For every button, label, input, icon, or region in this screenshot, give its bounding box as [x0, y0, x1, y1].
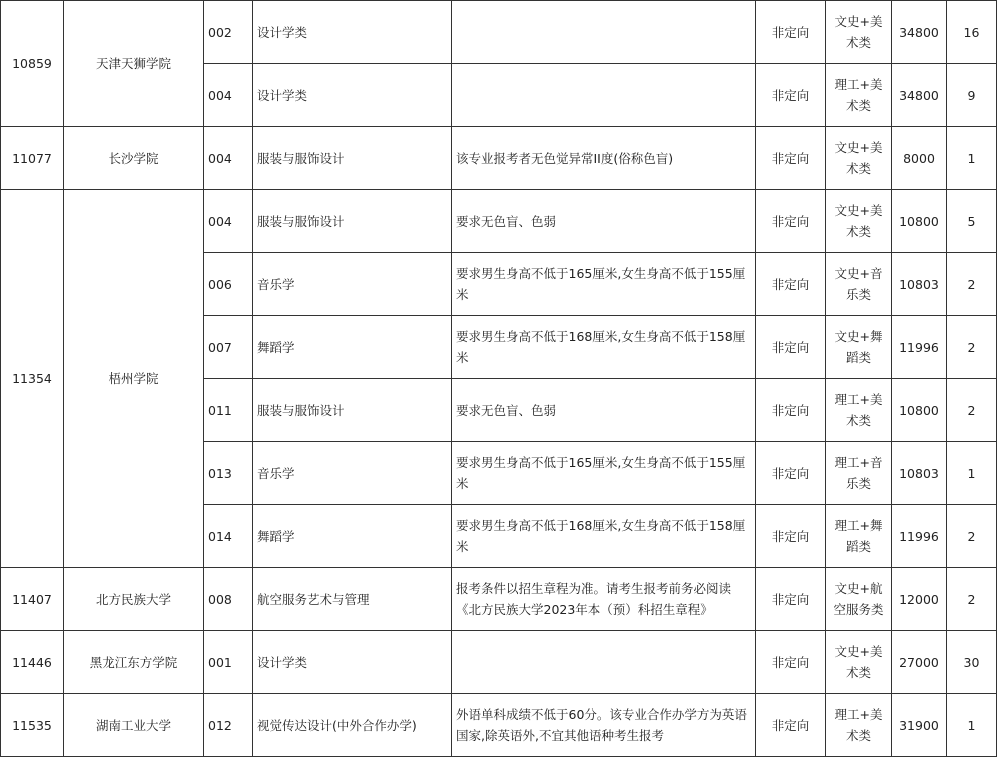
- plan-type-cell: 非定向: [756, 505, 826, 568]
- tuition-fee-cell: 11996: [892, 505, 947, 568]
- note-cell: 要求男生身高不低于168厘米,女生身高不低于158厘米: [452, 316, 756, 379]
- subject-category-cell: 文史+美术类: [826, 1, 892, 64]
- plan-type-cell: 非定向: [756, 316, 826, 379]
- tuition-fee-cell: 10800: [892, 379, 947, 442]
- tuition-fee-cell: 10800: [892, 190, 947, 253]
- enrollment-count-cell: 5: [947, 190, 997, 253]
- major-code-cell: 006: [204, 253, 253, 316]
- enrollment-count-cell: 1: [947, 127, 997, 190]
- table-row: [1, 190, 997, 253]
- enrollment-count-cell: 2: [947, 316, 997, 379]
- tuition-fee-cell: 31900: [892, 694, 947, 757]
- subject-category-cell: 文史+航空服务类: [826, 568, 892, 631]
- enrollment-count-cell: 9: [947, 64, 997, 127]
- subject-category-cell: 文史+音乐类: [826, 253, 892, 316]
- subject-category-cell: 理工+美术类: [826, 694, 892, 757]
- plan-type-cell: 非定向: [756, 694, 826, 757]
- tuition-fee-cell: 12000: [892, 568, 947, 631]
- school-name-cell: 湖南工业大学: [64, 694, 204, 757]
- plan-type-cell: 非定向: [756, 568, 826, 631]
- enrollment-count-cell: 2: [947, 379, 997, 442]
- tuition-fee-cell: 27000: [892, 631, 947, 694]
- major-code-cell: 007: [204, 316, 253, 379]
- school-code-cell: 11535: [1, 694, 64, 757]
- plan-type-cell: 非定向: [756, 379, 826, 442]
- subject-category-cell: 理工+舞蹈类: [826, 505, 892, 568]
- table-row: [1, 694, 997, 757]
- school-name-cell: 梧州学院: [64, 190, 204, 568]
- school-code-cell: 11354: [1, 190, 64, 568]
- major-name-cell: 舞蹈学: [253, 316, 452, 379]
- school-code-cell: 11446: [1, 631, 64, 694]
- enrollment-count-cell: 1: [947, 694, 997, 757]
- note-cell: [452, 1, 756, 64]
- table-row: [1, 631, 997, 694]
- enrollment-count-cell: 2: [947, 253, 997, 316]
- enrollment-count-cell: 16: [947, 1, 997, 64]
- note-cell: 报考条件以招生章程为准。请考生报考前务必阅读《北方民族大学2023年本（预）科招生章程》: [452, 568, 756, 631]
- major-name-cell: 设计学类: [253, 1, 452, 64]
- major-code-cell: 008: [204, 568, 253, 631]
- major-name-cell: 服装与服饰设计: [253, 190, 452, 253]
- table-body: [1, 1, 997, 757]
- plan-type-cell: 非定向: [756, 190, 826, 253]
- major-code-cell: 001: [204, 631, 253, 694]
- major-code-cell: 004: [204, 127, 253, 190]
- major-name-cell: 服装与服饰设计: [253, 379, 452, 442]
- major-name-cell: 视觉传达设计(中外合作办学): [253, 694, 452, 757]
- plan-type-cell: 非定向: [756, 64, 826, 127]
- plan-type-cell: 非定向: [756, 631, 826, 694]
- major-name-cell: 舞蹈学: [253, 505, 452, 568]
- school-code-cell: 11407: [1, 568, 64, 631]
- plan-type-cell: 非定向: [756, 253, 826, 316]
- table-row: [1, 568, 997, 631]
- major-code-cell: 011: [204, 379, 253, 442]
- tuition-fee-cell: 10803: [892, 442, 947, 505]
- subject-category-cell: 文史+美术类: [826, 631, 892, 694]
- enrollment-count-cell: 1: [947, 442, 997, 505]
- school-name-cell: 黑龙江东方学院: [64, 631, 204, 694]
- major-name-cell: 设计学类: [253, 64, 452, 127]
- subject-category-cell: 理工+美术类: [826, 64, 892, 127]
- school-name-cell: 长沙学院: [64, 127, 204, 190]
- subject-category-cell: 文史+舞蹈类: [826, 316, 892, 379]
- enrollment-count-cell: 2: [947, 505, 997, 568]
- plan-type-cell: 非定向: [756, 1, 826, 64]
- plan-type-cell: 非定向: [756, 127, 826, 190]
- major-name-cell: 音乐学: [253, 253, 452, 316]
- note-cell: [452, 631, 756, 694]
- note-cell: 要求男生身高不低于165厘米,女生身高不低于155厘米: [452, 442, 756, 505]
- subject-category-cell: 文史+美术类: [826, 127, 892, 190]
- school-name-cell: 天津天狮学院: [64, 1, 204, 127]
- tuition-fee-cell: 34800: [892, 1, 947, 64]
- major-code-cell: 004: [204, 190, 253, 253]
- subject-category-cell: 文史+美术类: [826, 190, 892, 253]
- major-code-cell: 002: [204, 1, 253, 64]
- tuition-fee-cell: 8000: [892, 127, 947, 190]
- tuition-fee-cell: 11996: [892, 316, 947, 379]
- major-name-cell: 音乐学: [253, 442, 452, 505]
- plan-type-cell: 非定向: [756, 442, 826, 505]
- major-code-cell: 012: [204, 694, 253, 757]
- note-cell: [452, 64, 756, 127]
- enrollment-count-cell: 2: [947, 568, 997, 631]
- note-cell: 要求无色盲、色弱: [452, 190, 756, 253]
- note-cell: 要求无色盲、色弱: [452, 379, 756, 442]
- major-name-cell: 航空服务艺术与管理: [253, 568, 452, 631]
- note-cell: 要求男生身高不低于165厘米,女生身高不低于155厘米: [452, 253, 756, 316]
- major-name-cell: 设计学类: [253, 631, 452, 694]
- major-code-cell: 013: [204, 442, 253, 505]
- table-row: [1, 1, 997, 64]
- major-name-cell: 服装与服饰设计: [253, 127, 452, 190]
- enrollment-count-cell: 30: [947, 631, 997, 694]
- tuition-fee-cell: 34800: [892, 64, 947, 127]
- subject-category-cell: 理工+音乐类: [826, 442, 892, 505]
- note-cell: 外语单科成绩不低于60分。该专业合作办学方为英语国家,除英语外,不宜其他语种考生报考: [452, 694, 756, 757]
- school-name-cell: 北方民族大学: [64, 568, 204, 631]
- major-code-cell: 004: [204, 64, 253, 127]
- note-cell: 该专业报考者无色觉异常II度(俗称色盲): [452, 127, 756, 190]
- tuition-fee-cell: 10803: [892, 253, 947, 316]
- table-row: [1, 127, 997, 190]
- school-code-cell: 10859: [1, 1, 64, 127]
- note-cell: 要求男生身高不低于168厘米,女生身高不低于158厘米: [452, 505, 756, 568]
- subject-category-cell: 理工+美术类: [826, 379, 892, 442]
- school-code-cell: 11077: [1, 127, 64, 190]
- major-code-cell: 014: [204, 505, 253, 568]
